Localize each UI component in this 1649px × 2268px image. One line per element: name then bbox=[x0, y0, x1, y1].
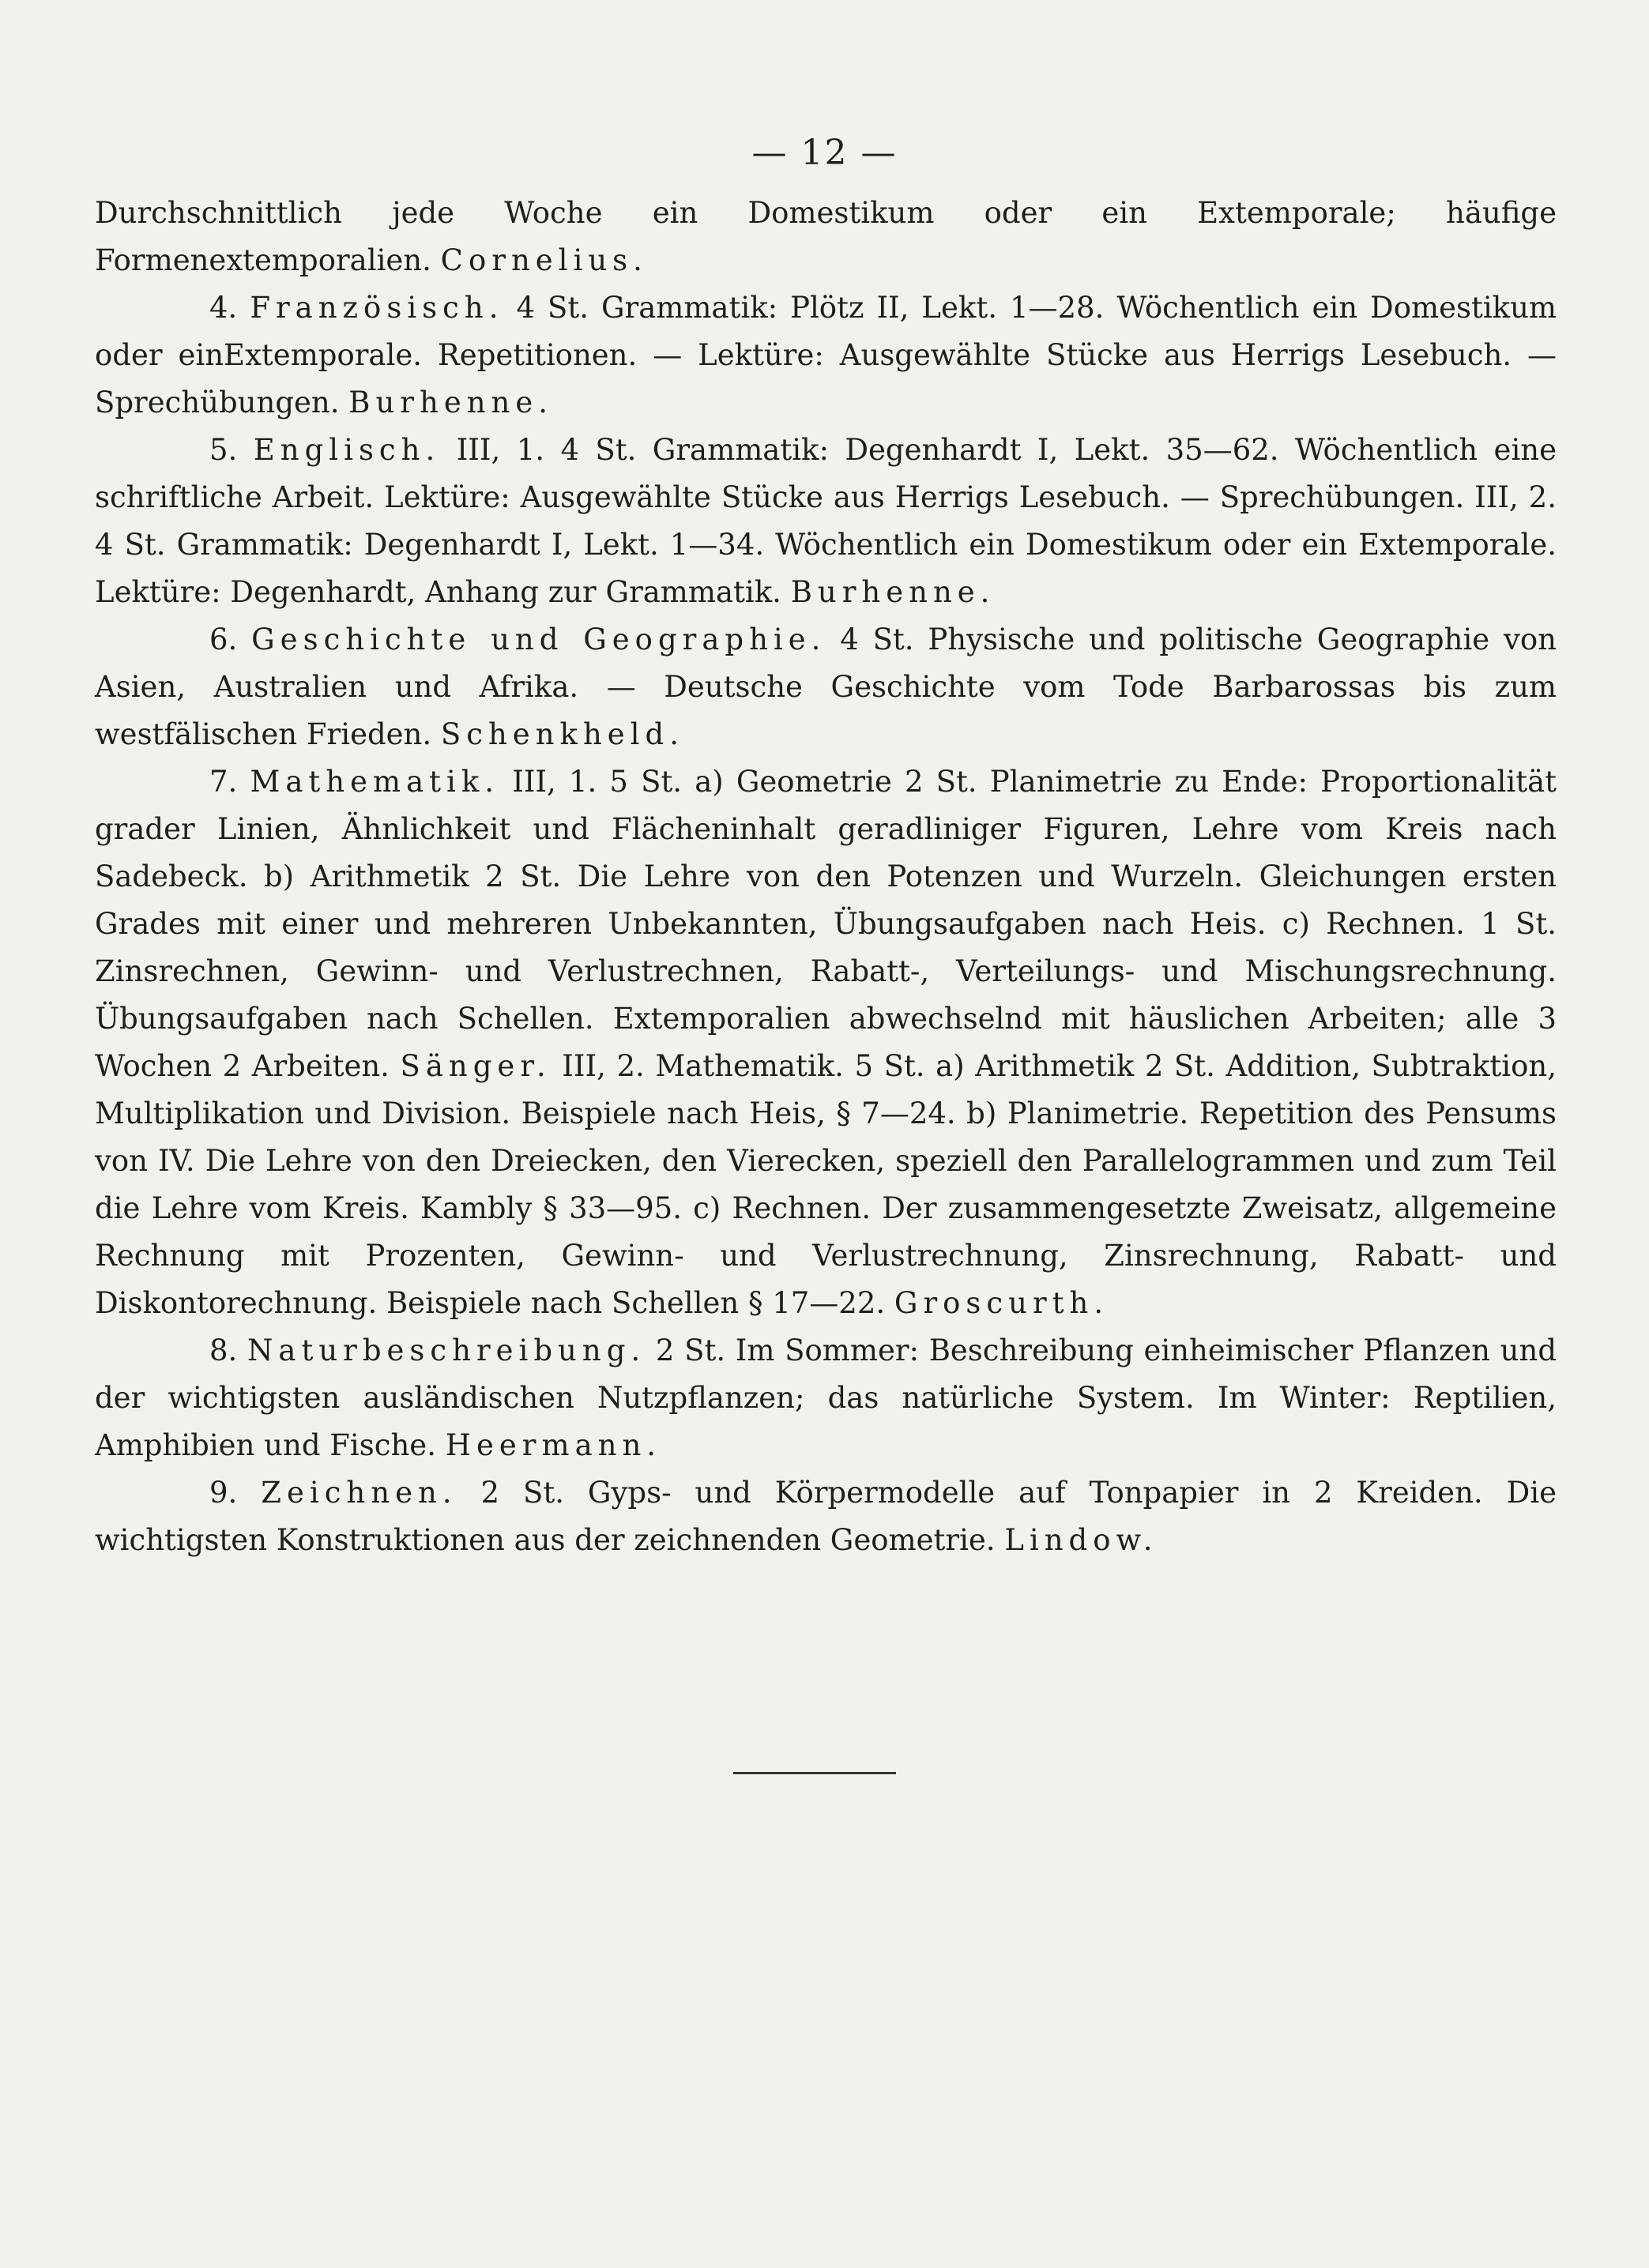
paragraph-franzoesisch bbox=[95, 284, 1557, 427]
section-divider bbox=[733, 1772, 896, 1774]
paragraph-zeichnen bbox=[95, 1469, 1557, 1564]
subject-heading: Englisch. bbox=[253, 433, 441, 467]
subject-heading: Geschichte und Geographie. bbox=[251, 622, 826, 656]
paragraph-englisch bbox=[95, 427, 1557, 616]
paragraph-text: 4 St. Physische und politische Geographie von Asien, Australien und Afrika. — Deutsche Geschichte vom Tode Barbarossas bis zum westfälischen Frieden. bbox=[95, 622, 1557, 751]
paragraph-geschichte bbox=[95, 616, 1557, 758]
teacher-name: Burhenne. bbox=[348, 386, 554, 419]
section-number: 4. bbox=[209, 291, 238, 325]
teacher-name: Heermann. bbox=[445, 1428, 662, 1462]
subject-heading: Zeichnen. bbox=[261, 1476, 457, 1510]
section-number: 5. bbox=[209, 433, 238, 467]
teacher-name: Schenkheld. bbox=[440, 717, 684, 751]
teacher-name: Groscurth. bbox=[894, 1286, 1109, 1320]
paragraph-text: III, 2. Mathematik. 5 St. a) Arithmetik 2 St. Addition, Subtraktion, Multiplikation und Division. Beispiele nach Heis, § 7—24. b) Planimetrie. Repetition des Pensums von IV. Die Lehre von den Dreiecken, den Vierecken, speziell den Parallelogrammen und zum Teil die Lehre vom Kreis. Kambly § 33—95. c) Rechnen. Der zusammengesetzte Zweisatz, allgemeine Rechnung mit Prozenten, Gewinn- und Verlustrechnung, Zinsrechnung, Rabatt- und Diskontorechnung. Beispiele nach Schellen § 17—22. bbox=[95, 1049, 1557, 1320]
teacher-name: Burhenne. bbox=[790, 575, 996, 609]
subject-heading: Mathematik. bbox=[250, 765, 500, 799]
paragraph-mathematik bbox=[95, 758, 1557, 1327]
teacher-name: Cornelius. bbox=[440, 243, 648, 277]
subject-heading: Naturbeschreibung. bbox=[247, 1333, 646, 1367]
section-number: 8. bbox=[209, 1333, 238, 1367]
paragraph-text: Durchschnittlich jede Woche ein Domestikum oder ein Extemporale; häufige Formenextemporalien. bbox=[95, 196, 1557, 277]
teacher-name: Lindow. bbox=[1004, 1523, 1158, 1557]
teacher-name: Sänger. bbox=[400, 1049, 552, 1083]
paragraph-text: III, 1. 5 St. a) Geometrie 2 St. Planimetrie zu Ende: Proportionalität grader Linien, Ähnlichkeit und Flächeninhalt geradliniger Figuren, Lehre vom Kreis nach Sadebeck. b) Arithmetik 2 St. Die Lehre von den Potenzen und Wurzeln. Gleichungen ersten Grades mit einer und mehreren Unbekannten, Übungsaufgaben nach Heis. c) Rechnen. 1 St. Zinsrechnen, Gewinn- und Verlustrechnen, Rabatt-, Verteilungs- und Mischungsrechnung. Übungsaufgaben nach Schellen. Extemporalien abwechselnd mit häuslichen Arbeiten; alle 3 Wochen 2 Arbeiten. bbox=[95, 765, 1557, 1083]
section-number: 7. bbox=[209, 765, 238, 799]
paragraph-text: 2 St. Gyps- und Körpermodelle auf Tonpapier in 2 Kreiden. Die wichtigsten Konstruktionen aus der zeichnenden Geometrie. bbox=[95, 1476, 1557, 1557]
subject-heading: Französisch. bbox=[250, 291, 504, 325]
paragraph-text: 4 St. Grammatik: Plötz II, Lekt. 1—28. Wöchentlich ein Domestikum oder einExtemporale. Repetitionen. — Lektüre: Ausgewählte Stücke aus Herrigs Lesebuch. — Sprechübungen. bbox=[95, 291, 1557, 419]
paragraph-text: 2 St. Im Sommer: Beschreibung einheimischer Pflanzen und der wichtigsten ausländischen Nutzpflanzen; das natürliche System. Im Winter: Reptilien, Amphibien und Fische. bbox=[95, 1333, 1557, 1462]
section-number: 6. bbox=[209, 622, 238, 656]
paragraph-intro bbox=[95, 190, 1557, 284]
body-text bbox=[95, 190, 1557, 1564]
paragraph-naturbeschreibung bbox=[95, 1327, 1557, 1469]
paragraph-text: III, 1. 4 St. Grammatik: Degenhardt I, Lekt. 35—62. Wöchentlich eine schriftliche Arbeit. Lektüre: Ausgewählte Stücke aus Herrigs Lesebuch. — Sprechübungen. III, 2. 4 St. Grammatik: Degenhardt I, Lekt. 1—34. Wöchentlich ein Domestikum oder ein Extemporale. Lektüre: Degenhardt, Anhang zur Grammatik. bbox=[95, 433, 1557, 609]
section-number: 9. bbox=[209, 1476, 238, 1510]
page-number: — 12 — bbox=[751, 133, 898, 173]
